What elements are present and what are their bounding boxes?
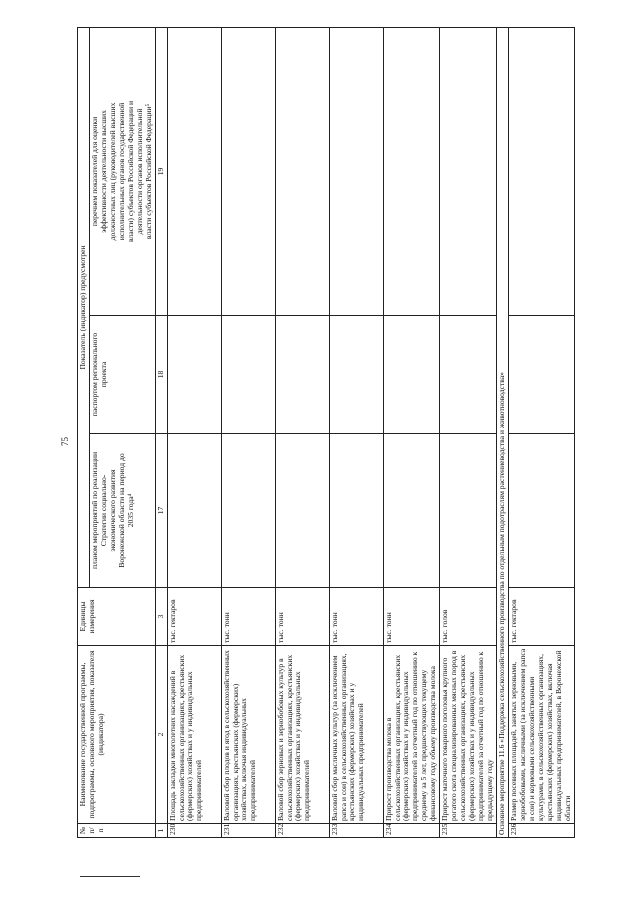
table-row xyxy=(167,27,221,837)
rotated-table-sheet xyxy=(77,28,579,838)
header-name: Наименование государственной программы, подпрограммы, основного мероприятия, показателя (индикатора) xyxy=(78,646,156,824)
row-num: 231 xyxy=(221,824,275,838)
row-unit: тыс. тонн xyxy=(221,588,275,646)
row-name: Валовой сбор плодов и ягод в сельскохозяйственных организациях, крестьянских (фермерских) хозяйствах, включая индивидуальных предпринимателей xyxy=(221,646,275,824)
table-row xyxy=(508,27,574,837)
index-cell: 2 xyxy=(155,646,167,824)
header-col17: планом мероприятий по реализации Стратегии социально- экономического развития Воронежской области на период до 2035 года⁴ xyxy=(89,434,155,588)
index-cell: 19 xyxy=(155,27,167,315)
page-number: 75 xyxy=(60,437,70,446)
row-unit: тыс. тонн xyxy=(383,588,440,646)
section-title: Основное мероприятие 11.6 «Поддержка сельскохозяйственного производства по отдельным подотраслям растениеводства и животноводства» xyxy=(497,27,509,837)
header-num: № п/п xyxy=(78,824,156,838)
row-unit: тыс. тонн xyxy=(329,588,383,646)
table-row xyxy=(275,27,329,837)
index-row xyxy=(155,27,167,837)
row-num: 233 xyxy=(329,824,383,838)
row-name: Размер посевных площадей, занятых зерновыми, зернобобовыми, масличными (за исключением рапса и сои) и кормовыми сельскохозяйственными культурами, в сельскохозяйственных организациях, крестьянских (фермерских) хозяйствах, включая индивидуальных предпринимателей, в Воронежской области xyxy=(508,646,574,824)
row-unit: тыс. гектаров xyxy=(167,588,221,646)
row-unit: тыс. тонн xyxy=(275,588,329,646)
header-unit: Единицы измерения xyxy=(78,588,156,646)
row-unit: тыс. гектаров xyxy=(508,588,574,646)
row-num: 234 xyxy=(383,824,440,838)
table-row xyxy=(329,27,383,837)
row-num: 232 xyxy=(275,824,329,838)
table-row xyxy=(221,27,275,837)
row-name: Валовой сбор зерновых и зернобобовых культур в сельскохозяйственных организациях, крестьянских (фермерских) хозяйствах и у индивидуальных предпринимателей xyxy=(275,646,329,824)
header-group: Показатель (индикатор) предусмотрен xyxy=(78,27,90,587)
index-cell: 1 xyxy=(155,824,167,838)
row-num: 236 xyxy=(508,824,574,838)
row-num: 235 xyxy=(440,824,497,838)
header-row-1 xyxy=(78,27,90,837)
row-name: Валовой сбор масличных культур (за исключением рапса и сои) в сельскохозяйственных организациях, крестьянских (фермерских) хозяйствах и у индивидуальных предпринимателей xyxy=(329,646,383,824)
row-name: Прирост производства молока в сельскохозяйственных организациях, крестьянских (фермерских) хозяйствах и у индивидуальных предпринимателей за отчетный год по отношению к среднему за 5 лет, предшествующих текущему финансовому году объему производства молока xyxy=(383,646,440,824)
header-col18: паспортом регионального проекта xyxy=(89,316,155,434)
table-row xyxy=(440,27,497,837)
row-unit: тыс. голов xyxy=(440,588,497,646)
section-row xyxy=(497,27,509,837)
row-num: 230 xyxy=(167,824,221,838)
table-row xyxy=(383,27,440,837)
row-name: Площадь закладки многолетних насаждений в сельскохозяйственных организациях, крестьянских (фермерских) хозяйствах и у индивидуальных предпринимателей xyxy=(167,646,221,824)
header-col19: перечнем показателей для оценки эффективности деятельности высших должностных лиц (руководителей высших исполнительных органов государственной власти) субъектов Российской Федерации и деятельности органов исполнительной власти субъектов Российской Федерации⁵ xyxy=(89,27,155,315)
index-cell: 18 xyxy=(155,316,167,434)
footnote-divider xyxy=(80,876,140,877)
index-cell: 17 xyxy=(155,434,167,588)
index-cell: 3 xyxy=(155,588,167,646)
row-name: Прирост маточного товарного поголовья крупного рогатого скота специализированных мясных пород в сельскохозяйственных организациях, крестьянских (фермерских) хозяйствах и у индивидуальных предпринимателей за отчетный год по отношению к предыдущему году xyxy=(440,646,497,824)
indicators-table xyxy=(77,27,575,838)
